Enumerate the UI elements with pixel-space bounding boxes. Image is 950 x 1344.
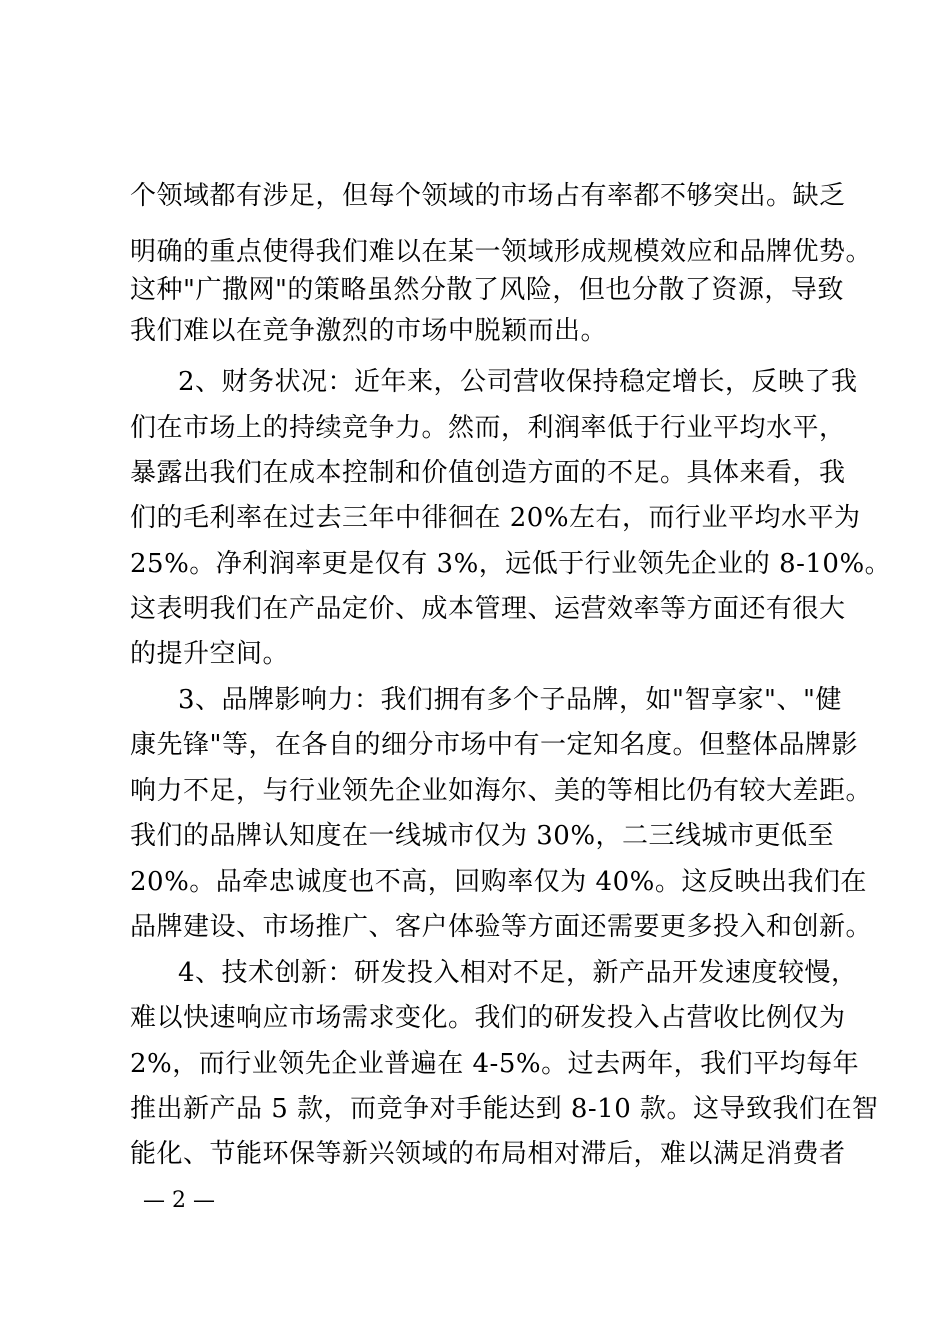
- text-line: 25%。净利润率更是仅有 3%，远低于行业领先企业的 8-10%。: [130, 549, 892, 579]
- paragraph-3-start: 3、品牌影响力：我们拥有多个子品牌，如"智享家"、"健: [178, 685, 842, 715]
- paragraph-2-start: 2、财务状况：近年来，公司营收保持稳定增长，反映了我: [178, 367, 858, 397]
- text-line: 20%。品牵忠诚度也不高，回购率仅为 40%。这反映出我们在: [130, 867, 867, 897]
- paragraph-4-start: 4、技术创新：研发投入相对不足，新产品开发速度较慢，: [178, 958, 858, 988]
- text-line: 响力不足，与行业领先企业如海尔、美的等相比仍有较大差距。: [130, 776, 873, 806]
- text-line: 们的毛利率在过去三年中徘徊在 20%左右，而行业平均水平为: [130, 503, 861, 533]
- text-line: 暴露出我们在成本控制和价值创造方面的不足。具体来看，我: [130, 458, 846, 488]
- text-line: 2%，而行业领先企业普遍在 4-5%。过去两年，我们平均每年: [130, 1049, 860, 1079]
- text-line: 推出新产品 5 款，而竞争对手能达到 8-10 款。这导致我们在智: [130, 1094, 879, 1124]
- text-line: 个领域都有涉足，但每个领域的市场占有率都不够突出。缺乏: [130, 181, 846, 211]
- text-line: 明确的重点使得我们难以在某一领域形成规模效应和品牌优势。: [130, 237, 873, 267]
- text-line: 的提升空间。: [130, 639, 290, 669]
- text-line: 这表明我们在产品定价、成本管理、运营效率等方面还有很大: [130, 594, 846, 624]
- text-line: 这种"广撒网"的策略虽然分散了风险，但也分散了资源，导致: [130, 275, 844, 305]
- text-line: 我们难以在竞争激烈的市场中脱颖而出。: [130, 316, 608, 346]
- text-line: 们在市场上的持续竞争力。然而，利润率低于行业平均水平，: [130, 413, 846, 443]
- text-line: 康先锋"等，在各自的细分市场中有一定知名度。但整体品牌影: [130, 730, 858, 760]
- text-line: 难以快速响应市场需求变化。我们的研发投入占营收比例仅为: [130, 1003, 846, 1033]
- text-line: 品牌建设、市场推广、客户体验等方面还需要更多投入和创新。: [130, 912, 873, 942]
- text-line: 能化、节能环保等新兴领域的布局相对滞后，难以满足消费者: [130, 1139, 846, 1169]
- page-number: — 2 —: [143, 1188, 215, 1213]
- text-line: 我们的品牌认知度在一线城市仅为 30%，二三线城市更低至: [130, 821, 835, 851]
